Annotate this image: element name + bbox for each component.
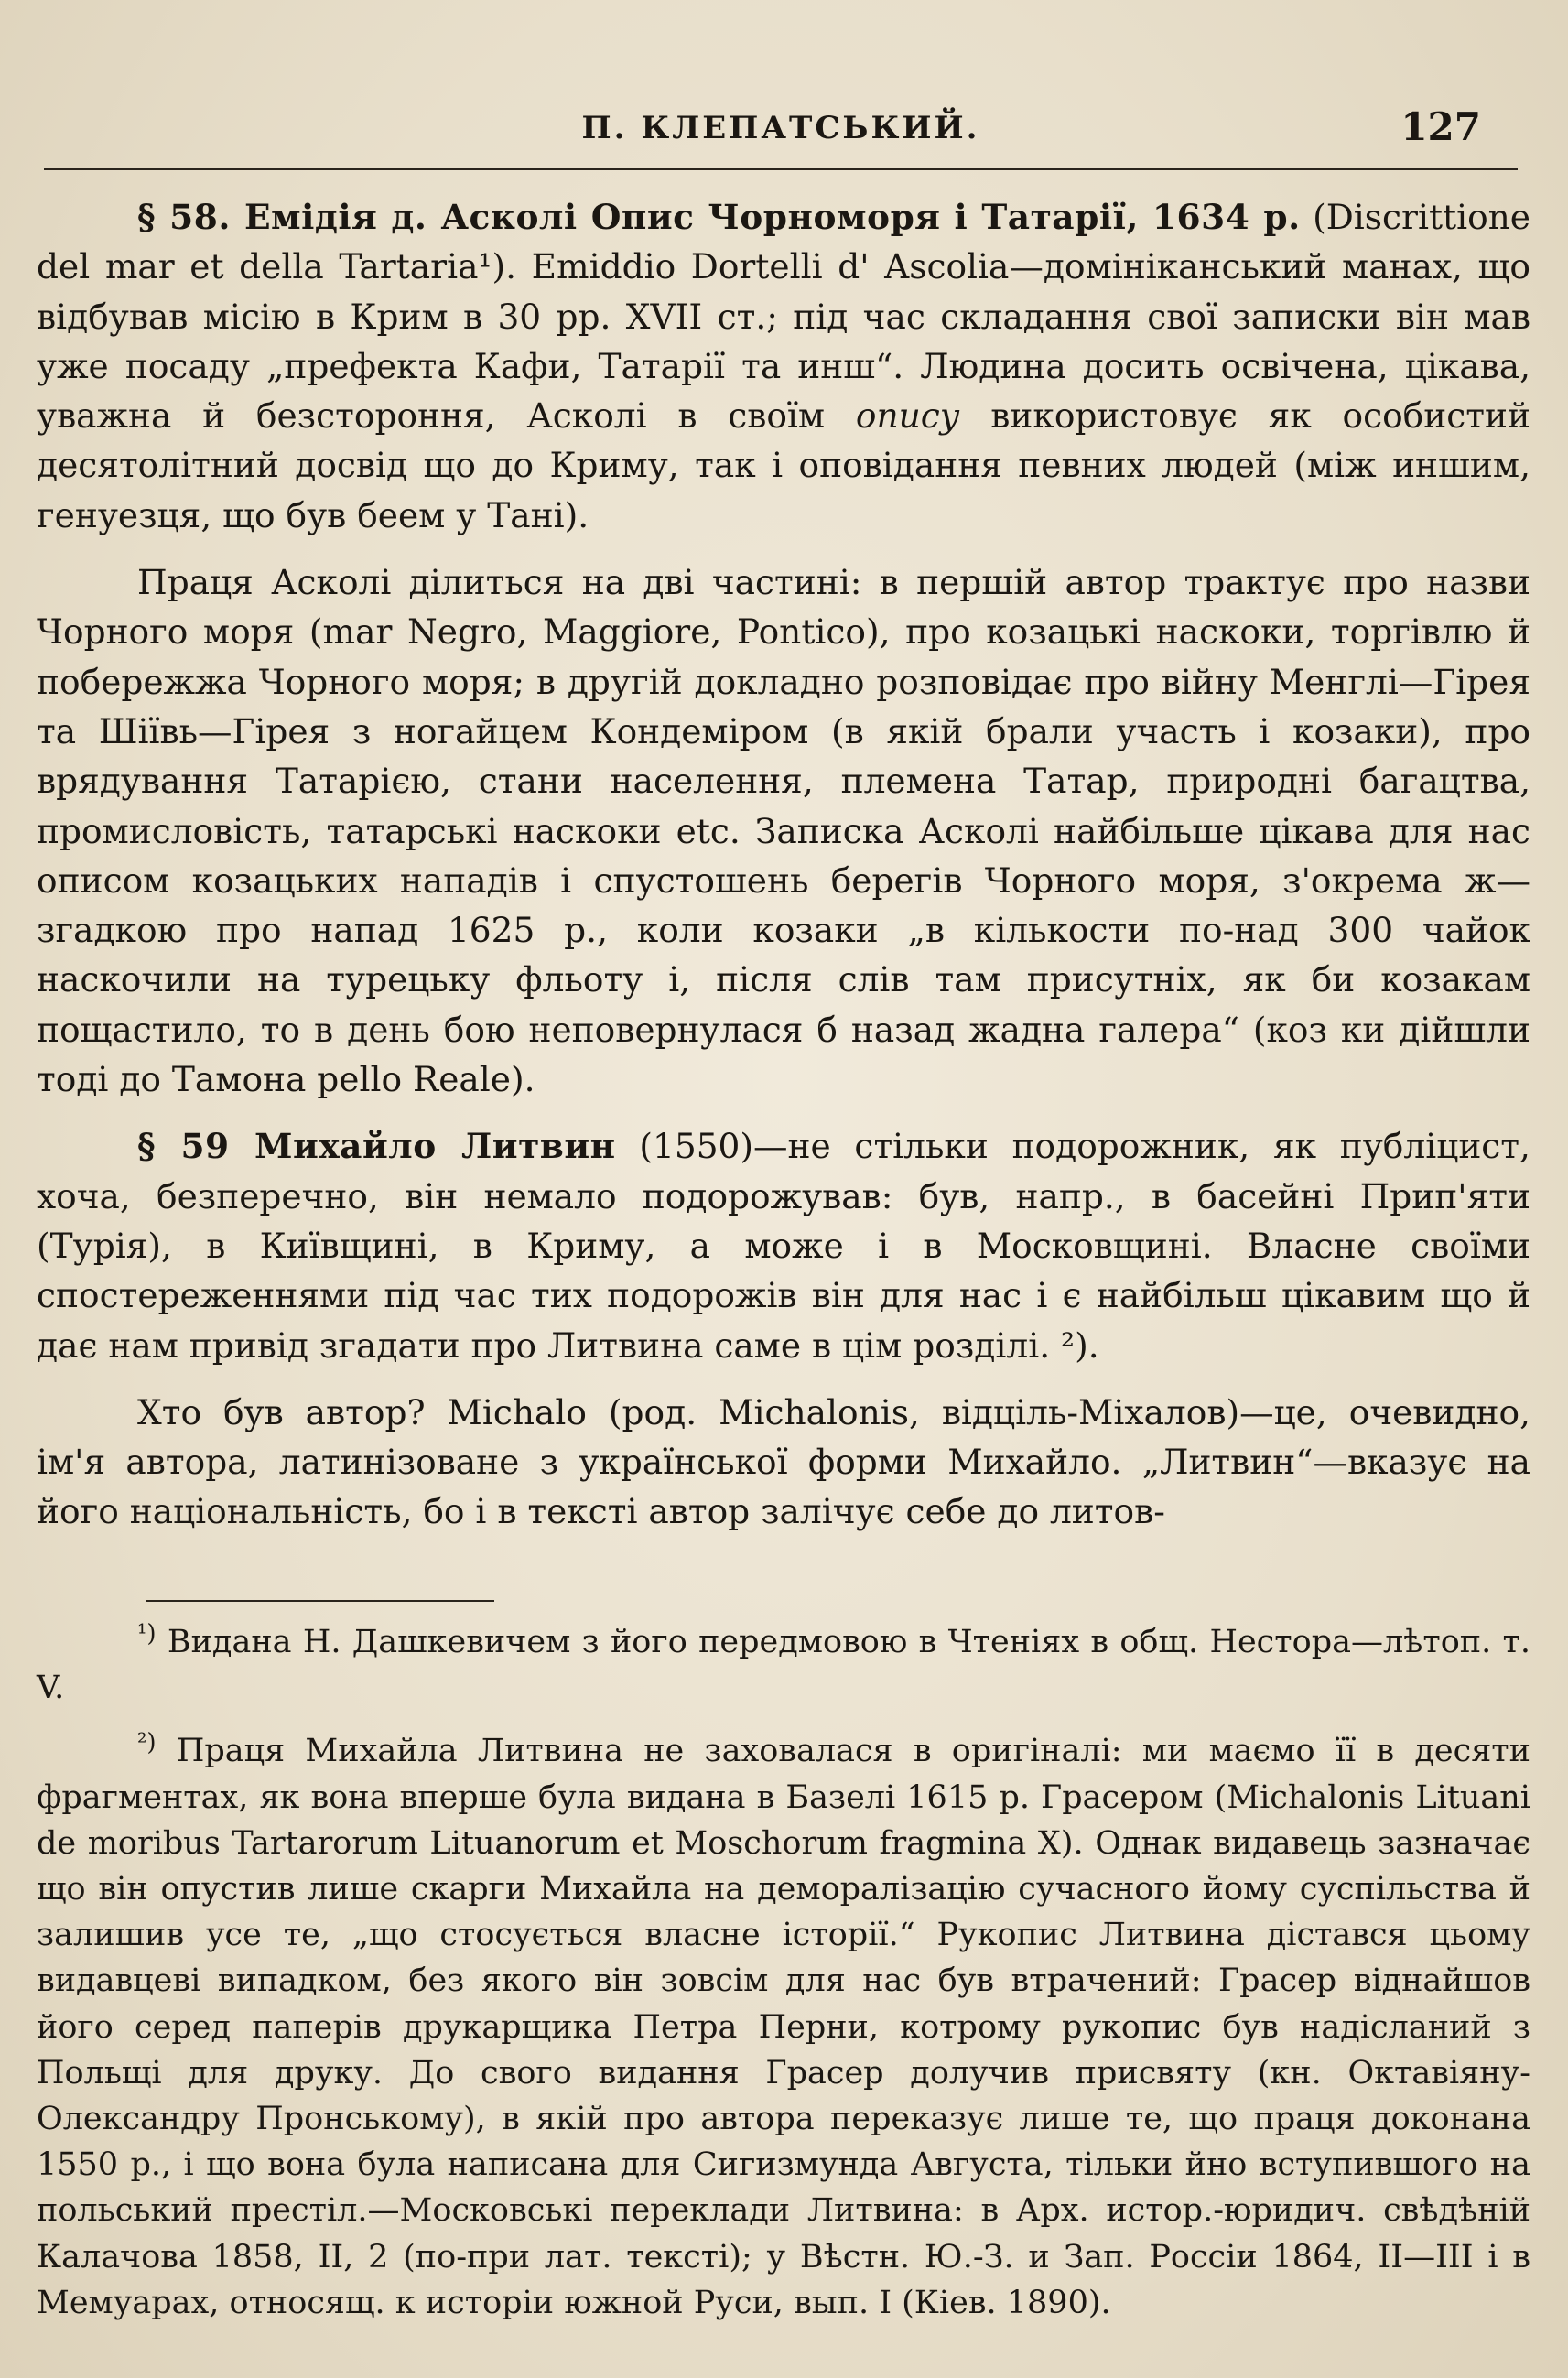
section-58-text-part2: використовує як особистий десятолітний досвід що до Криму, так і оповідання певних людей (між иншим, генуезця, що був беем у Тані). [37,395,1530,535]
main-text [37,192,1530,1537]
author-question-paragraph [37,1388,1530,1537]
section-59-title: § 59 Михайло Литвин [137,1126,616,1167]
header-rule [44,168,1518,170]
ascoli-work-paragraph [37,557,1530,1104]
section-59-text: (1550)—не стільки подорожник, як публіцист, хоча, безперечно, він немало подорожував: був, напр., в басейні Прип'яти (Турія), в Київщині, в Криму, а може і в Московщині. Власне своїми спостереженнями під час тих подорожів він для нас і є найбільш цікавим що й дає нам привід згадати про Литвина саме в цім розділі. ²). [37,1126,1530,1366]
section-58-text-part1: (Discrittione del mar et della Tartaria¹). Emiddio Dortelli d' Ascolia—домініканський манах, що відбував місію в Крим в 30 рр. XVII ст.; під час складання свої записки він мав уже посаду „префекта Кафи, Татарії та инш“. Людина досить освічена, цікава, уважна й безстороння, Асколі в своїм [37,197,1530,437]
author-question-text: Хто був автор? Michalo (род. Michalonis, відціль-Міхалов)—це, очевидно, ім'я автора, латинізоване з української форми Михайло. „Литвин“—вказує на його національність, бо і в тексті автор залічує себе до литов- [37,1391,1530,1532]
footnotes [37,1611,1530,2326]
running-head: П. КЛЕПАТСЬКИЙ. [581,110,980,146]
footnote-1-mark: ¹) [137,1620,157,1648]
page-number: 127 [1400,104,1481,149]
page-header [44,101,1518,156]
footnote-rule [146,1600,494,1602]
footnote-1 [37,1611,1530,1711]
section-58-title: § 58. Емідія д. Асколі Опис Чорноморя і Татарії, 1634 р. [137,197,1301,237]
section-58-emphasis: опису [855,395,960,437]
footnote-2-mark: ²) [137,1729,157,1757]
section-59-paragraph [37,1121,1530,1369]
footnote-2 [37,1720,1530,2326]
footnote-1-text: Видана Н. Дашкевичем з його передмовою в Чтеніях в общ. Нестора—лѣтоп. т. V. [37,1624,1530,1707]
footnote-2-text: Праця Михайла Литвина не заховалася в оригіналі: ми маємо її в десяти фрагментах, як вона вперше була видана в Базелі 1615 р. Грасером (Michalonis Lituani de moribus Tartarorum Lituanorum et Moschorum fragmina X). Однак видавець зазначає що він опустив лише скарги Михайла на деморалізацію сучасного йому суспільства й залишив усе те, „що стосується власне історії.“ Рукопис Литвина дістався цьому видавцеві випадком, без якого він зовсім для нас був втрачений: Грасер віднайшов його серед паперів друкарщика Петра Перни, котрому рукопис був надісланий з Польщі для друку. До свого видання Грасер долучив присвяту (кн. Октавіяну-Олександру Пронському), в якій про автора переказує лише те, що праця доконана 1550 р., і що вона була написана для Сигизмунда Августа, тільки йно вступившого на польський престіл.—Московські переклади Литвина: в Арх. истор.-юридич. свѣдѣній Калачова 1858, II, 2 (по-при лат. тексті); у Вѣстн. Ю.-З. и Зап. Россіи 1864, II—III і в Мемуарах, относящ. к исторіи южной Руси, вып. I (Кіев. 1890). [37,1733,1530,2321]
ascoli-work-text: Праця Асколі ділиться на дві частині: в першій автор трактує про назви Чорного моря (mar Negro, Maggiore, Pontico), про козацькі наскоки, торгівлю й побережжа Чорного моря; в другій докладно розповідає про війну Менглі—Гірея та Шіївь—Гірея з ногайцем Кондеміром (в якій брали участь і козаки), про врядування Татарією, стани населення, племена Татар, природні багацтва, промисловість, татарські наскоки etc. Записка Асколі найбільше цікава для нас описом козацьких нападів і спустошень берегів Чорного моря, з'окрема ж—згадкою про напад 1625 р., коли козаки „в кількости по-над 300 чайок наскочили на турецьку фльоту і, після слів там присутніх, як би козакам пощастило, то в день бою неповернулася б назад жадна галера“ (коз ки дійшли тоді до Тамона pello Reale). [37,562,1530,1100]
section-58-paragraph [37,192,1530,540]
